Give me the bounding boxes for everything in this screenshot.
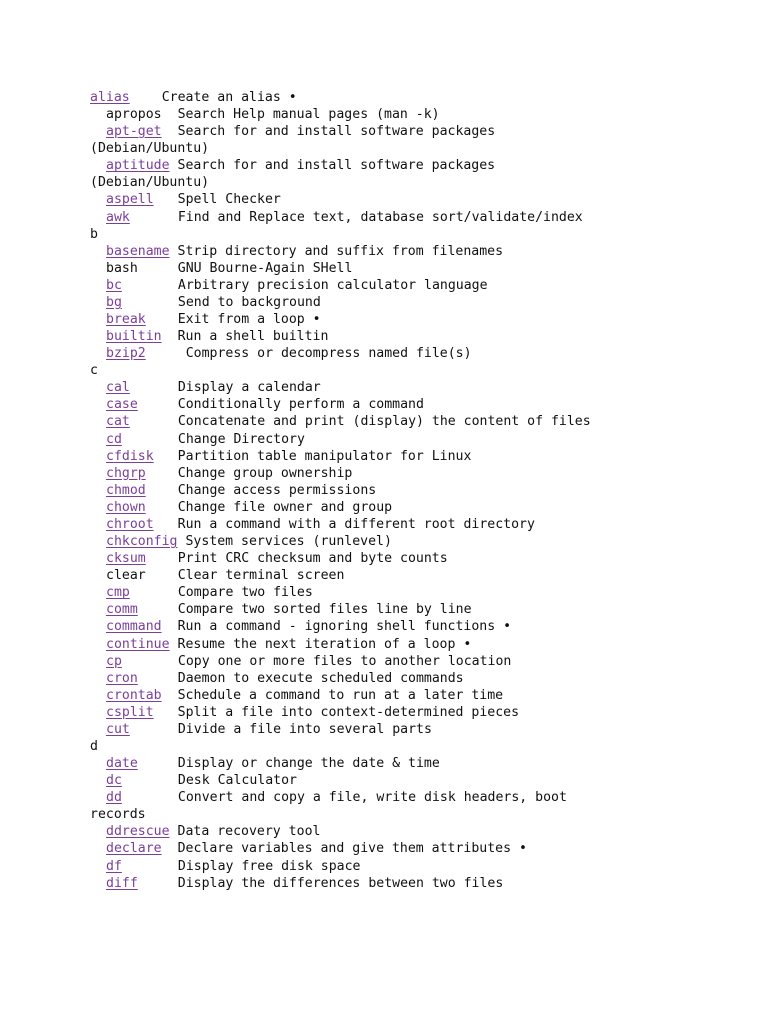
command-entry xyxy=(90,123,591,140)
command-description: Change Directory xyxy=(177,431,305,447)
command-link[interactable]: cd xyxy=(106,431,122,447)
command-description: Change access permissions xyxy=(177,482,377,498)
command-description: Conditionally perform a command xyxy=(177,397,424,413)
section-text: (Debian/Ubuntu) xyxy=(90,141,210,157)
command-entry xyxy=(90,823,591,840)
command-description: Compare two sorted files line by line xyxy=(177,602,472,618)
command-description: Concatenate and print (display) the content of files xyxy=(177,414,591,430)
command-link[interactable]: basename xyxy=(106,243,170,259)
command-entry xyxy=(90,636,591,653)
command-description: Split a file into context-determined pieces xyxy=(177,704,520,720)
command-description: Exit from a loop • xyxy=(177,312,321,328)
command-entry xyxy=(90,89,591,106)
command-entry xyxy=(90,191,591,208)
command-description: GNU Bourne-Again SHell xyxy=(177,260,353,276)
command-entry xyxy=(90,294,591,311)
command-entry xyxy=(90,243,591,260)
command-description: Create an alias • xyxy=(161,90,297,105)
command-description: Search Help manual pages (man -k) xyxy=(177,107,440,123)
command-description: Change file owner and group xyxy=(177,499,393,515)
command-entry xyxy=(90,772,591,789)
command-link[interactable]: alias xyxy=(90,90,130,105)
command-description: System services (runlevel) xyxy=(185,534,392,550)
command-entry xyxy=(90,755,591,772)
command-entry xyxy=(90,260,591,277)
command-description: Arbitrary precision calculator language xyxy=(177,277,488,293)
command-entry xyxy=(90,721,591,738)
command-link[interactable]: chown xyxy=(106,499,146,515)
command-description: Resume the next iteration of a loop • xyxy=(177,636,472,652)
command-description: Run a command - ignoring shell functions • xyxy=(177,619,512,635)
command-entry xyxy=(90,448,591,465)
command-description: Search for and install software packages xyxy=(177,124,496,140)
command-description: Copy one or more files to another location xyxy=(177,653,512,669)
command-link[interactable]: apt-get xyxy=(106,124,162,140)
command-entry xyxy=(90,567,591,584)
command-link[interactable]: date xyxy=(106,756,138,772)
section-text: b xyxy=(90,226,98,242)
command-link[interactable]: dc xyxy=(106,773,122,789)
command-description: Change group ownership xyxy=(177,465,353,481)
command-description: Desk Calculator xyxy=(177,773,297,789)
command-description: Convert and copy a file, write disk headers, boot xyxy=(177,790,567,806)
command-entry xyxy=(90,413,591,430)
command-entry xyxy=(90,465,591,482)
command-entry xyxy=(90,396,591,413)
command-description: Partition table manipulator for Linux xyxy=(177,448,472,464)
command-description: Spell Checker xyxy=(177,192,281,208)
command-link[interactable]: bg xyxy=(106,294,122,310)
section-text: records xyxy=(90,807,146,823)
command-description: Data recovery tool xyxy=(177,824,321,840)
command-description: Compress or decompress named file(s) xyxy=(185,346,472,362)
command-entry xyxy=(90,687,591,704)
command-link[interactable]: awk xyxy=(106,209,130,225)
command-link[interactable]: cat xyxy=(106,414,130,430)
command-description: Strip directory and suffix from filenames xyxy=(177,243,504,259)
command-link[interactable]: comm xyxy=(106,602,138,618)
command-link[interactable]: chkconfig xyxy=(106,534,178,550)
command-description: Clear terminal screen xyxy=(177,568,345,584)
command-link[interactable]: builtin xyxy=(106,329,162,345)
command-link[interactable]: cron xyxy=(106,670,138,686)
command-link[interactable]: declare xyxy=(106,841,162,857)
command-link[interactable]: crontab xyxy=(106,687,162,703)
command-description: Send to background xyxy=(177,294,321,310)
command-entry xyxy=(90,601,591,618)
command-link[interactable]: cut xyxy=(106,721,130,737)
command-description: Search for and install software packages xyxy=(177,158,496,174)
command-description: Compare two files xyxy=(177,585,313,601)
command-description: Run a command with a different root directory xyxy=(177,516,535,532)
command-description: Display a calendar xyxy=(177,380,321,396)
command-entry xyxy=(90,157,591,174)
command-link[interactable]: continue xyxy=(106,636,170,652)
command-name: clear xyxy=(106,568,146,584)
command-description: Daemon to execute scheduled commands xyxy=(177,670,464,686)
command-description: Declare variables and give them attributes • xyxy=(177,841,527,857)
command-link[interactable]: cmp xyxy=(106,585,130,601)
command-entry xyxy=(90,209,591,226)
command-entry xyxy=(90,516,591,533)
command-description: Print CRC checksum and byte counts xyxy=(177,551,448,567)
command-list xyxy=(90,89,591,892)
command-link[interactable]: aptitude xyxy=(106,158,170,174)
command-link[interactable]: df xyxy=(106,858,122,874)
command-entry xyxy=(90,704,591,721)
command-link[interactable]: diff xyxy=(106,875,138,891)
command-description: Run a shell builtin xyxy=(177,329,329,345)
command-name: apropos xyxy=(106,107,162,123)
section-text: d xyxy=(90,738,98,754)
command-description: Divide a file into several parts xyxy=(177,721,432,737)
command-entry xyxy=(90,789,591,806)
section-text: (Debian/Ubuntu) xyxy=(90,175,210,191)
command-link[interactable]: cp xyxy=(106,653,122,669)
command-entry xyxy=(90,618,591,635)
command-link[interactable]: csplit xyxy=(106,704,154,720)
command-description: Find and Replace text, database sort/validate/index xyxy=(177,209,583,225)
command-link[interactable]: dd xyxy=(106,790,122,806)
command-entry xyxy=(90,840,591,857)
command-entry xyxy=(90,277,591,294)
command-entry xyxy=(90,311,591,328)
section-text: c xyxy=(90,363,98,379)
command-link[interactable]: cksum xyxy=(106,551,146,567)
command-entry xyxy=(90,550,591,567)
command-entry xyxy=(90,106,591,123)
command-link[interactable]: bc xyxy=(106,277,122,293)
command-entry xyxy=(90,379,591,396)
command-link[interactable]: ddrescue xyxy=(106,824,170,840)
command-link[interactable]: chroot xyxy=(106,516,154,532)
command-name: bash xyxy=(106,260,138,276)
command-entry xyxy=(90,670,591,687)
command-entry xyxy=(90,482,591,499)
command-link[interactable]: cal xyxy=(106,380,130,396)
command-description: Display or change the date & time xyxy=(177,756,440,772)
command-entry xyxy=(90,533,591,550)
command-entry xyxy=(90,499,591,516)
command-entry xyxy=(90,345,591,362)
command-link[interactable]: chmod xyxy=(106,482,146,498)
command-description: Schedule a command to run at a later time xyxy=(177,687,504,703)
command-entry xyxy=(90,858,591,875)
command-link[interactable]: case xyxy=(106,397,138,413)
command-link[interactable]: cfdisk xyxy=(106,448,154,464)
command-entry xyxy=(90,875,591,892)
command-link[interactable]: aspell xyxy=(106,192,154,208)
command-entry xyxy=(90,653,591,670)
command-entry xyxy=(90,328,591,345)
command-entry xyxy=(90,431,591,448)
command-link[interactable]: command xyxy=(106,619,162,635)
command-link[interactable]: bzip2 xyxy=(106,346,146,362)
command-link[interactable]: break xyxy=(106,312,146,328)
command-description: Display free disk space xyxy=(177,858,361,874)
command-link[interactable]: chgrp xyxy=(106,465,146,481)
command-description: Display the differences between two files xyxy=(177,875,504,891)
command-entry xyxy=(90,584,591,601)
